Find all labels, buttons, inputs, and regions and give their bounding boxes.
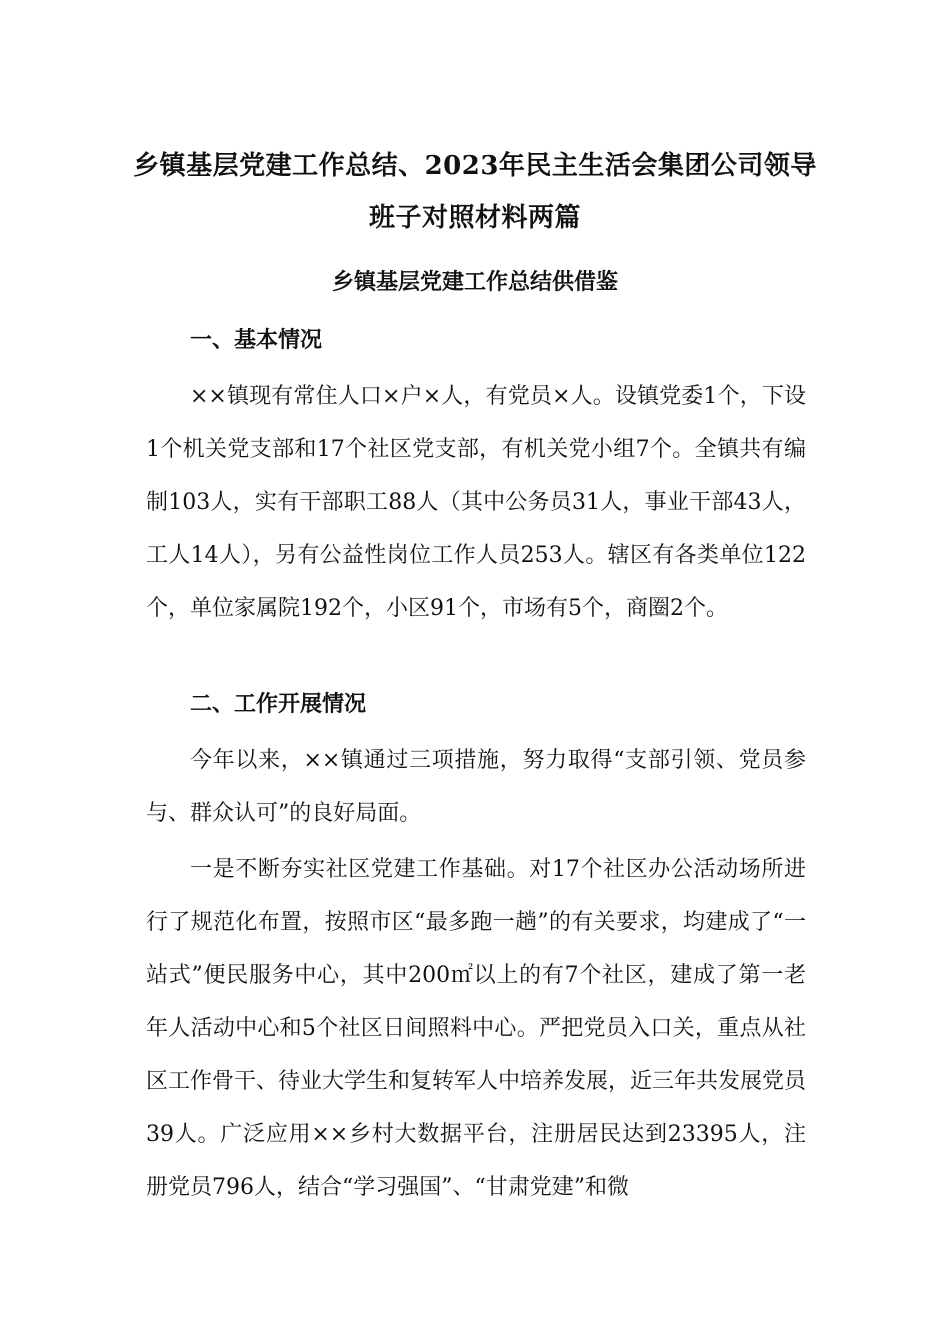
document-subtitle: 乡镇基层党建工作总结供借鉴 xyxy=(331,269,618,295)
document-title-line-2: 班子对照材料两篇 xyxy=(368,203,581,233)
paragraph-work-measure-one: 一是不断夯实社区党建工作基础。对17个社区办公活动场所进行了规范化布置，按照市区“最多跑一趟”的有关要求，均建成了“一站式”便民服务中心，其中200㎡以上的有7个社区，建成了第一老年人活动中心和5个社区日间照料中心。严把党员入口关，重点从社区工作骨干、待业大学生和复转军人中培养发展，近三年共发展党员39人。广泛应用××乡村大数据平台，注册居民达到23395人，注册党员796人，结合“学习强国”、“甘肃党建”和微 xyxy=(146,857,807,1200)
paragraph-basic-situation: ××镇现有常住人口×户×人，有党员×人。设镇党委1个，下设1个机关党支部和17个社区党支部，有机关党小组7个。全镇共有编制103人，实有干部职工88人（其中公务员31人，事业干部43人，工人14人），另有公益性岗位工作人员253人。辖区有各类单位122个，单位家属院192个，小区91个，市场有5个，商圈2个。 xyxy=(146,384,806,621)
paragraph-work-intro: 今年以来，××镇通过三项措施，努力取得“支部引领、党员参与、群众认可”的良好局面。 xyxy=(146,748,806,826)
document-title-line-1: 乡镇基层党建工作总结、2023年民主生活会集团公司领导 xyxy=(133,151,817,181)
section-heading-basic-situation: 一、基本情况 xyxy=(190,327,323,353)
section-heading-work-progress: 二、工作开展情况 xyxy=(190,691,367,717)
